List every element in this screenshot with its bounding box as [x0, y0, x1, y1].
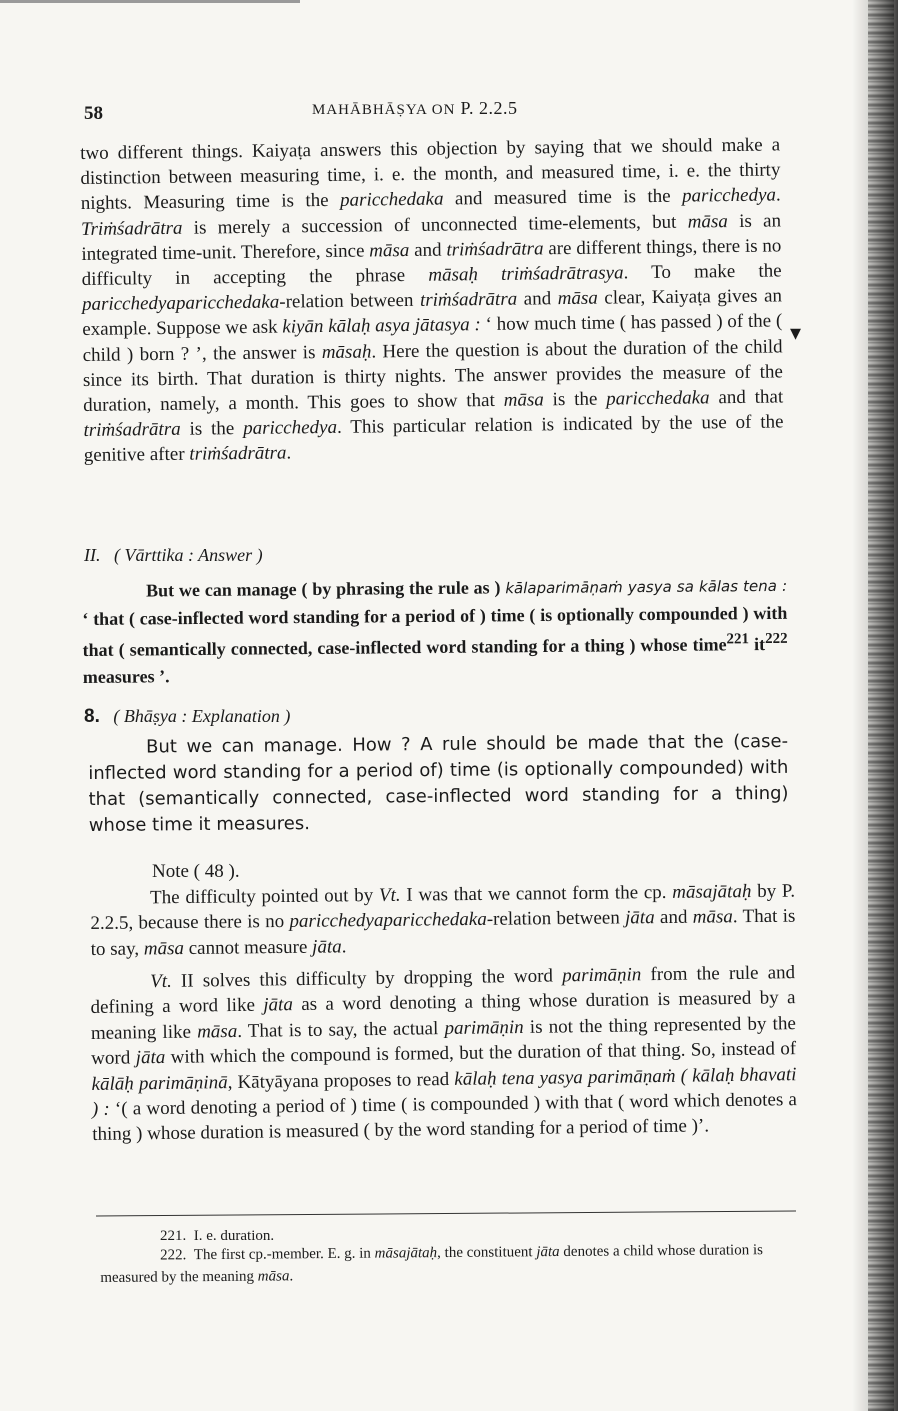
- running-head-title: MAHĀBHĀṢYA ON: [312, 102, 456, 118]
- bhasya-text: But we can manage. How ? A rule should be made that the (case-inflected word standing for a period of) time (is optionally compounded) with that (semantically connected, case-inflected word standing for a thing) whose time it measures.: [88, 730, 789, 836]
- page-number: 58: [84, 103, 103, 124]
- running-head-rule: P. 2.2.5: [460, 98, 518, 118]
- varttika-heading-num: II.: [84, 545, 101, 565]
- margin-mark-icon: ▾: [790, 320, 802, 345]
- footnote-221: 221. I. e. duration.: [160, 1228, 275, 1244]
- intro-paragraph: two different things. Kaiyaṭa answers this objection by saying that we should make a distinction between measuring time, i. e. the month, and measured time, i. e. the thirty nights. Measuring time is the paricchedaka and measured time is the paricchedya. Triṁśadrātra is merely a succession of unconnected time-elements, but māsa is an integrated time-unit. Therefore, since māsa and triṁśadrātra are different things, there is no difficulty in accepting the phrase māsaḥ triṁśadrātrasya. To make the paricchedyaparicchedaka-relation between triṁśadrātra and māsa clear, Kaiyaṭa gives an example. Suppose we ask kiyān kālaḥ asya jātasya : ‘ how much time ( has passed ) of the ( child ) born ? ’, the answer is māsaḥ. Here the question is about the duration of the child since its birth. That duration is thirty nights. The answer provides the measure of the duration, namely, a month. This goes to show that māsa is the paricchedaka and that triṁśadrātra is the paricchedya. This particular relation is indicated by the use of the genitive after triṁśadrātra.: [80, 134, 784, 467]
- varttika-heading-label: ( Vārttika : Answer ): [114, 545, 263, 565]
- varttika-heading: [84, 545, 263, 566]
- note-paragraph-1: The difficulty pointed out by Vt. I was that we cannot form the cp. māsajātaḥ by P. 2.2.5, because there is no paricchedyaparicchedaka-relation between jāta and māsa. That is to say, māsa cannot measure jāta.: [90, 880, 796, 960]
- running-head: [312, 98, 517, 119]
- varttika-text: But we can manage ( by phrasing the rule as ) kālaparimāṇaṁ yasya sa kālas tena : ‘ that ( case-inflected word standing for a period of ) time ( is optionally compounded ) with that ( semantically connected, case-inflected word standing for a thing ) whose time$^{221}$ $it^{222}$ measures ’.: [82, 576, 788, 687]
- footnote-divider: [96, 1211, 796, 1217]
- bhasya-heading-num: 8.: [84, 706, 100, 727]
- bhasya-heading-label: ( Bhāṣya : Explanation ): [113, 706, 291, 726]
- note-paragraph-2: Vt. II solves this difficulty by dropping the word parimāṇin from the rule and defining a word like jāta as a word denoting a thing whose duration is measured by a meaning like māsa. That is to say, the actual parimāṇin is not the thing represented by the word jāta with which the compound is formed, but the duration of that thing. So, instead of kālāḥ parimāṇinā, Kātyāyana proposes to read kālaḥ tena yasya parimāṇaṁ ( kālaḥ bhavati ) : ‘( a word denoting a period of ) time ( is compounded ) with that ( word which denotes a thing ) whose duration is measured ( by the word standing for a period of time )’.: [90, 962, 798, 1146]
- note-title: Note ( 48 ).: [152, 861, 240, 882]
- page-edge-speckle: [868, 0, 894, 1411]
- bhasya-heading: [84, 706, 290, 728]
- footnote-222: 222. The first cp.-member. E. g. in māsajātaḥ, the constituent jāta denotes a child whose duration is measured by the meaning māsa.: [100, 1242, 763, 1286]
- scan-top-rule: [0, 0, 300, 3]
